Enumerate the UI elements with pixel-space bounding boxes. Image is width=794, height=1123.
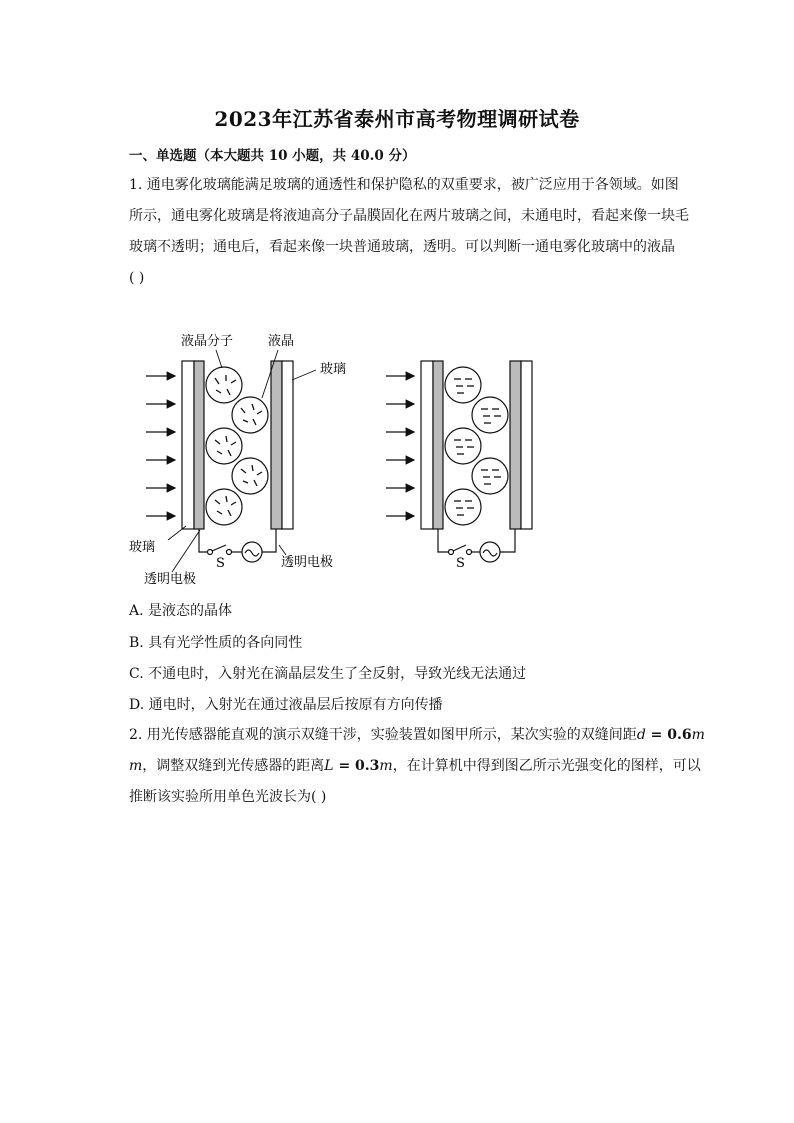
right-glass-plate-left [271, 361, 293, 529]
value-l: = 0.3 [333, 758, 380, 774]
var-l: L [324, 758, 334, 774]
left-glass-plate-right [421, 361, 443, 529]
left-glass-plate-left [182, 361, 204, 529]
incident-light-arrows-right [386, 376, 414, 516]
q2-text: 2. 用光传感器能直观的演示双缝干涉，实验装置如图甲所示，某次实验的双缝间距 [129, 727, 637, 743]
unit-m: m [379, 758, 393, 774]
q2-text: ，在计算机中得到图乙所示光强变化的图样，可以 [392, 758, 701, 774]
question-1-stem [129, 170, 694, 294]
unit-m: m [129, 758, 143, 774]
circuit-left [199, 529, 276, 562]
label-lc-molecule: 液晶分子 [181, 334, 234, 349]
page-title: 2023年江苏省泰州市高考物理调研试卷 [214, 107, 580, 131]
question-1-line: ( ) [129, 270, 145, 286]
question-1-line: 所示，通电雾化玻璃是将液迪高分子晶膜固化在两片玻璃之间，未通电时，看起来像一块毛 [129, 208, 689, 224]
question-1-line: 玻璃不透明；通电后，看起来像一块普通玻璃，透明。可以判断一通电雾化玻璃中的液晶 [129, 239, 675, 255]
label-glass-right: 玻璃 [320, 362, 347, 377]
question-2-line-2 [129, 751, 701, 782]
unit-m: m [691, 727, 705, 743]
liquid-crystal-glass-figure [0, 320, 794, 595]
label-switch-left: S [216, 556, 225, 571]
section-heading: 一、单选题（本大题共 10 小题，共 40.0 分） [129, 148, 416, 164]
option-c[interactable]: C. 不通电时，入射光在滴晶层发生了全反射，导致光线无法通过 [129, 666, 527, 682]
option-d[interactable]: D. 通电时，入射光在通过液晶层后按原有方向传播 [129, 697, 443, 713]
option-a[interactable]: A. 是液态的晶体 [129, 603, 233, 619]
value-d: = 0.6 [645, 727, 692, 743]
q2-text: ，调整双缝到光传感器的距离 [142, 758, 325, 774]
option-b[interactable]: B. 具有光学性质的各向同性 [129, 635, 303, 651]
question-2-line-1 [129, 720, 705, 751]
question-1-line: 1. 通电雾化玻璃能满足玻璃的通透性和保护隐私的双重要求，被广泛应用于各领域。如图 [129, 177, 679, 193]
right-glass-plate-right [510, 361, 532, 529]
liquid-crystal-molecules-random [206, 367, 268, 525]
question-2-line-3: 推断该实验所用单色光波长为( ) [129, 789, 327, 805]
label-lc: 液晶 [268, 334, 295, 349]
label-switch-right: S [456, 556, 465, 571]
label-electrode-right: 透明电极 [281, 555, 334, 570]
label-electrode-left: 透明电极 [144, 572, 197, 587]
circuit-right [438, 529, 515, 562]
incident-light-arrows-left [146, 376, 175, 516]
var-d: d [636, 727, 646, 743]
label-glass-left: 玻璃 [129, 540, 156, 555]
question-2-stem [129, 720, 705, 813]
